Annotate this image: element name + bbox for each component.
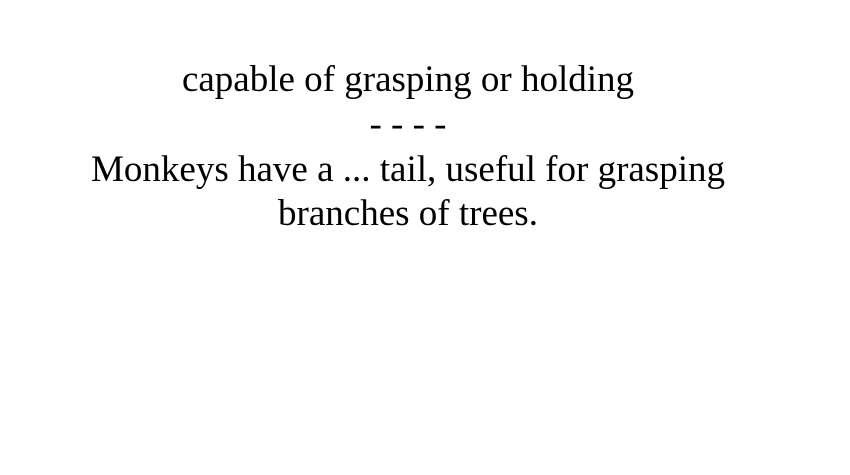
example-line-2: branches of trees. <box>278 193 538 234</box>
definition-text: capable of grasping or holding <box>181 59 635 100</box>
separator: - - - - <box>369 104 447 145</box>
example-sentence <box>0 148 816 236</box>
example-line-1: Monkeys have a ... tail, useful for grasping <box>91 149 725 190</box>
